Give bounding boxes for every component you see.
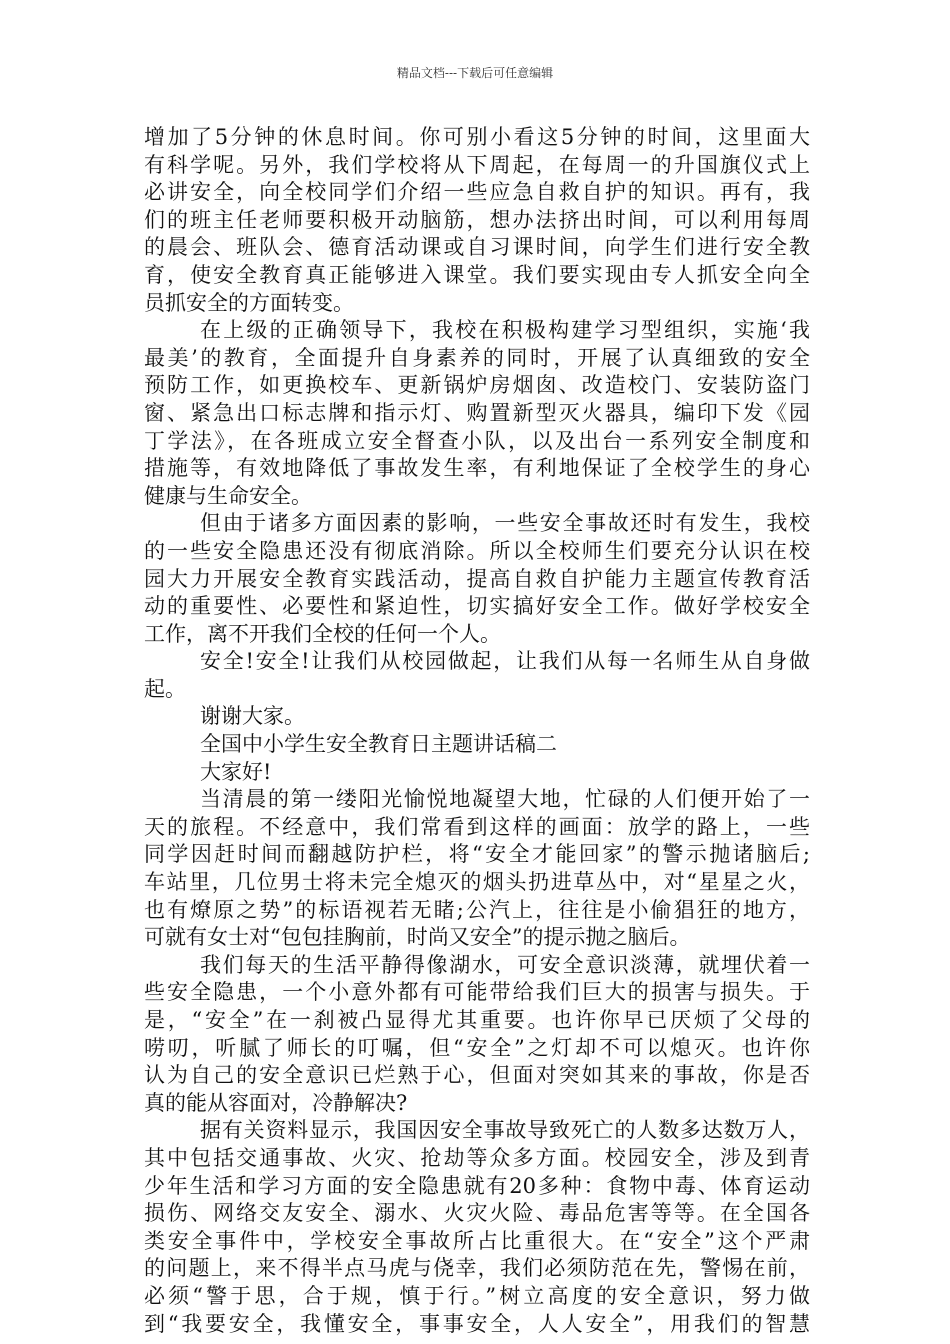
text-line: 到“我要安全，我懂安全，事事安全，人人安全”，用我们的智慧 <box>144 1311 810 1336</box>
text-line: 据有关资料显示，我国因安全事故导致死亡的人数多达数万人， <box>200 1118 810 1143</box>
text-line: 损伤、网络交友安全、溺水、火灾火险、毒品危害等等。在全国各 <box>144 1201 810 1226</box>
text-line: 增加了5分钟的休息时间。你可别小看这5分钟的时间，这里面大 <box>144 125 810 149</box>
text-line: 认为自己的安全意识已烂熟于心，但面对突如其来的事故，你是否 <box>144 1063 810 1088</box>
text-line: 工作，离不开我们全校的任何一个人。 <box>144 621 501 646</box>
text-line: 类安全事件中，学校安全事故所占比重很大。在“安全”这个严肃 <box>144 1228 810 1253</box>
page-header: 精品文档---下载后可任意编辑 <box>396 66 554 80</box>
text-line: 安全!安全!让我们从校园做起，让我们从每一名师生从自身做 <box>200 649 810 674</box>
text-line: 我们每天的生活平静得像湖水，可安全意识淡薄，就埋伏着一 <box>200 952 810 977</box>
text-line: 起。 <box>144 676 186 701</box>
text-line: 真的能从容面对，冷静解决? <box>144 1090 408 1115</box>
text-line: 健康与生命安全。 <box>144 483 312 508</box>
text-line: 动的重要性、必要性和紧迫性，切实搞好安全工作。做好学校安全 <box>144 594 810 619</box>
text-line: 是，“安全”在一刹被凸显得尤其重要。也许你早已厌烦了父母的 <box>144 1008 810 1032</box>
text-line: 也有燎原之势”的标语视若无睹;公汽上，往往是小偷猖狂的地方， <box>144 897 810 922</box>
text-line: 们的班主任老师要积极开动脑筋，想办法挤出时间，可以利用每周 <box>144 207 810 232</box>
document-body <box>144 124 810 1338</box>
text-line: 唠叨，听腻了师长的叮嘱，但“安全”之灯却不可以熄灭。也许你 <box>144 1035 810 1060</box>
text-line: 全国中小学生安全教育日主题讲话稿二 <box>200 732 557 757</box>
text-line: 车站里，几位男士将未完全熄灭的烟头扔进草丛中，对“星星之火， <box>144 870 810 895</box>
text-line: 谢谢大家。 <box>200 704 305 729</box>
text-line: 丁学法》，在各班成立安全督查小队，以及出台一系列安全制度和 <box>144 428 810 453</box>
text-line: 少年生活和学习方面的安全隐患就有20多种：食物中毒、体育运动 <box>144 1173 810 1198</box>
text-line: 的问题上，来不得半点马虎与侥幸，我们必须防范在先，警惕在前， <box>144 1256 810 1281</box>
text-line: 的晨会、班队会、德育活动课或自习课时间，向学生们进行安全教 <box>144 235 810 260</box>
text-line: 员抓安全的方面转变。 <box>144 290 354 315</box>
text-line: 园大力开展安全教育实践活动，提高自救自护能力主题宣传教育活 <box>144 566 810 591</box>
text-line: 必须“警于思，合于规，慎于行。”树立高度的安全意识，努力做 <box>144 1283 810 1308</box>
text-line: 其中包括交通事故、火灾、抢劫等众多方面。校园安全，涉及到青 <box>144 1145 810 1170</box>
text-line: 在上级的正确领导下，我校在积极构建学习型组织，实施‘我 <box>200 318 810 343</box>
text-line: 预防工作，如更换校车、更新锅炉房烟囱、改造校门、安装防盗门 <box>144 373 810 398</box>
text-line: 必讲安全，向全校同学们介绍一些应急自救自护的知识。再有，我 <box>144 180 810 205</box>
text-line: 措施等，有效地降低了事故发生率，有利地保证了全校学生的身心 <box>144 456 810 481</box>
text-line: 些安全隐患，一个小意外都有可能带给我们巨大的损害与损失。于 <box>144 980 810 1005</box>
text-line: 大家好! <box>200 759 272 784</box>
text-line: 最美’的教育，全面提升自身素养的同时，开展了认真细致的安全 <box>144 345 810 370</box>
text-line: 天的旅程。不经意中，我们常看到这样的画面：放学的路上，一些 <box>144 814 810 839</box>
text-line: 可就有女士对“包包挂胸前，时尚又安全”的提示抛之脑后。 <box>144 925 691 950</box>
text-line: 当清晨的第一缕阳光愉悦地凝望大地，忙碌的人们便开始了一 <box>200 787 810 812</box>
text-line: 但由于诸多方面因素的影响，一些安全事故还时有发生，我校 <box>200 511 810 536</box>
text-line: 窗、紧急出口标志牌和指示灯、购置新型灭火器具，编印下发《园 <box>144 400 810 425</box>
text-line: 育，使安全教育真正能够进入课堂。我们要实现由专人抓安全向全 <box>144 262 810 287</box>
text-line: 的一些安全隐患还没有彻底消除。所以全校师生们要充分认识在校 <box>144 538 810 563</box>
text-line: 有科学呢。另外，我们学校将从下周起，在每周一的升国旗仪式上 <box>144 152 810 177</box>
text-line: 同学因赶时间而翻越防护栏，将“安全才能回家”的警示抛诸脑后; <box>144 842 810 867</box>
